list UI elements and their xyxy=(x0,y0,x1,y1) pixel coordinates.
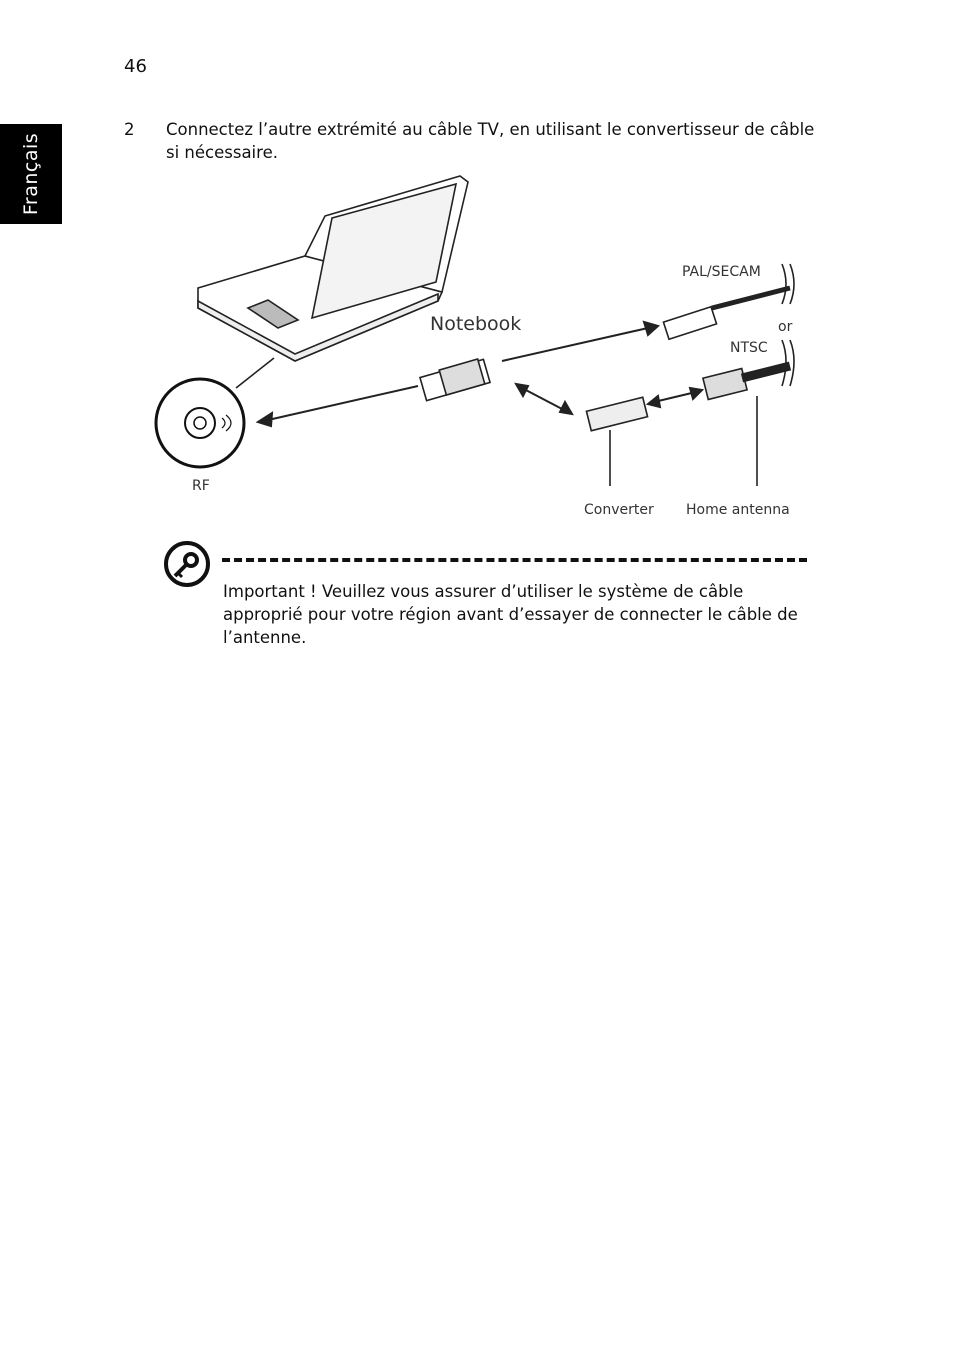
notebook-label: Notebook xyxy=(430,313,522,335)
step-text: Connectez l’autre extrémité au câble TV, en utilisant le convertisseur de câble si nécessaire. xyxy=(166,120,815,162)
note-body: Veuillez vous assurer d’utiliser le système de câble approprié pour votre région avant d’essayer de connecter le câble de l’antenne. xyxy=(223,582,798,647)
key-icon xyxy=(163,540,211,588)
page-number: 46 xyxy=(124,56,147,77)
step-number: 2 xyxy=(124,120,135,139)
home-antenna-label: Home antenna xyxy=(686,502,790,518)
coaxial-plug-illustration xyxy=(420,359,490,401)
ntsc-label: NTSC xyxy=(730,340,768,356)
notebook-illustration xyxy=(198,176,468,388)
note-label: Important ! xyxy=(223,582,317,601)
rf-port-illustration xyxy=(156,379,244,467)
tv-cable-connection-diagram xyxy=(150,168,810,528)
converter-illustration xyxy=(586,397,647,486)
converter-label: Converter xyxy=(584,502,654,518)
language-tab-label: Français xyxy=(20,132,42,216)
ntsc-cable-illustration xyxy=(703,340,794,486)
note-divider xyxy=(222,558,807,562)
or-label: or xyxy=(778,319,793,335)
important-note xyxy=(223,580,808,649)
language-tab xyxy=(0,124,62,224)
pal-secam-label: PAL/SECAM xyxy=(682,264,761,280)
rf-label: RF xyxy=(192,478,210,494)
